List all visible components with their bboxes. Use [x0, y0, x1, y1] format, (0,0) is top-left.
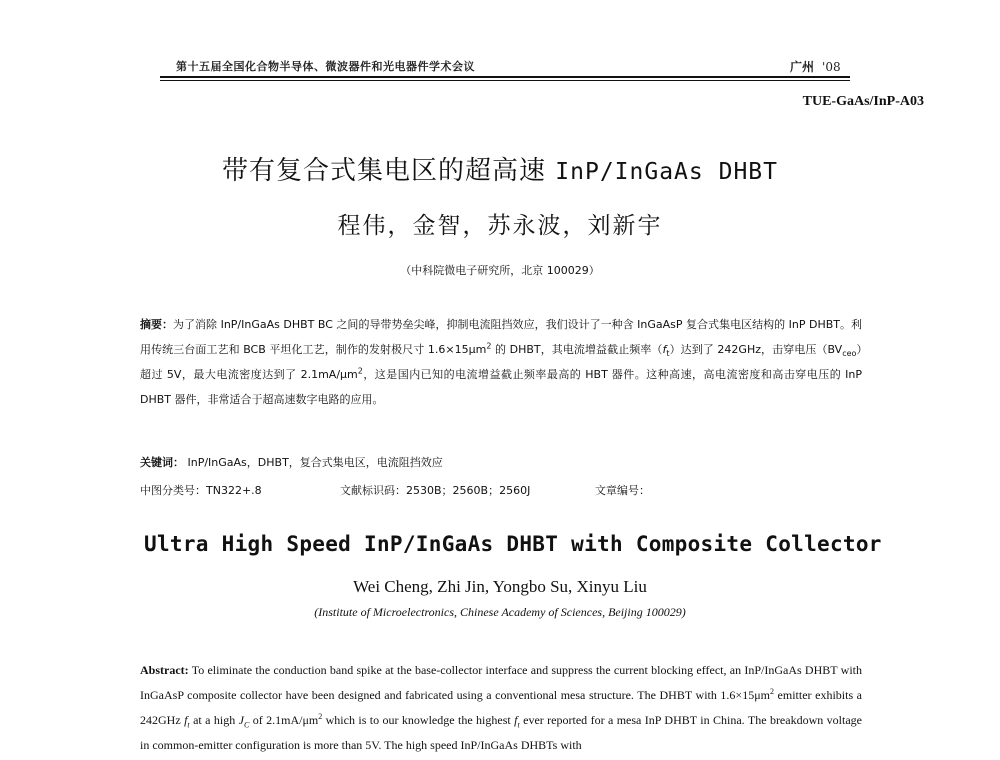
english-abstract-label: Abstract:: [140, 663, 189, 677]
subscript: t: [187, 720, 190, 730]
english-abstract: [140, 658, 862, 758]
chinese-authors: 程伟，金智，苏永波，刘新宇: [337, 213, 663, 239]
english-affiliation: (Institute of Microelectronics, Chinese Academy of Sciences, Beijing 100029): [314, 605, 686, 619]
english-abstract-part: at a high: [189, 713, 239, 727]
subscript: t: [666, 349, 670, 359]
english-abstract-part: ever reported for a mesa InP DHBT in China. The breakdown voltage in common-emitter configuration is more than 5V. The high speed InP/InGaAs DHBTs with: [140, 713, 862, 752]
superscript: 2: [769, 687, 774, 696]
header-rule-thin: [160, 80, 850, 81]
subscript: t: [517, 720, 520, 730]
symbol-ft: f: [662, 343, 667, 356]
chinese-abstract-part: ，这是国内已知的电流增益截止频率最高的 HBT 器件。这种高速，高电流密度和高击穿电压的 InP DHBT 器件，非常适合于超高速数字电路的应用。: [140, 368, 863, 406]
header-city: 广州: [790, 60, 815, 74]
running-header-conference: 第十五届全国化合物半导体、微波器件和光电器件学术会议: [176, 60, 475, 73]
keywords-label: 关键词：: [140, 456, 184, 469]
english-abstract-part: of 2.1mA/μm: [249, 713, 319, 727]
english-authors: Wei Cheng, Zhi Jin, Yongbo Su, Xinyu Liu: [353, 577, 647, 596]
superscript: 2: [486, 341, 492, 351]
english-title: Ultra High Speed InP/InGaAs DHBT with Composite Collector: [144, 532, 882, 556]
superscript: 2: [357, 366, 363, 376]
chinese-abstract: [140, 312, 862, 412]
chinese-title: [0, 150, 1000, 187]
chinese-abstract-part: 的 DHBT，其电流增益截止频率（: [491, 343, 663, 356]
english-abstract-part: To eliminate the conduction band spike at the base-collector interface and suppress the current blocking effect, an InP/InGaAs DHBT with InGaAsP composite collector have been designed and fabricated using a conventional mesa structure. The DHBT with 1.6×15μm: [140, 663, 862, 702]
class-number: 中图分类号：TN322+.8: [140, 484, 262, 497]
symbol-ft: f: [184, 713, 188, 727]
english-abstract-part: emitter exhibits a 242GHz: [140, 688, 863, 727]
header-year: '08: [822, 60, 841, 74]
chinese-title-text: 带有复合式集电区的超高速: [222, 156, 547, 186]
article-number: 文章编号：: [595, 484, 650, 497]
subscript: C: [243, 720, 250, 730]
chinese-keywords: [140, 454, 862, 470]
running-header-location: [790, 58, 841, 75]
chinese-abstract-part: ）达到了 242GHz，击穿电压（BV: [669, 343, 843, 356]
keywords-text: InP/InGaAs，DHBT，复合式集电区，电流阻挡效应: [187, 456, 443, 469]
symbol-jc: J: [238, 713, 244, 727]
symbol-ft: f: [514, 713, 518, 727]
chinese-abstract-part: 为了消除 InP/InGaAs DHBT BC 之间的导带势垒尖峰，抑制电流阻挡效应，我们设计了一种含 InGaAsP 复合式集电区结构的 InP DHBT。利用传统三台面工艺和 BCB 平坦化工艺，制作的发射极尺寸 1.6×15μm: [140, 318, 863, 356]
english-abstract-part: which is to our knowledge the highest: [322, 713, 515, 727]
classification-line: [140, 482, 862, 498]
subscript: ceo: [842, 349, 857, 359]
chinese-abstract-label: 摘要：: [140, 318, 174, 331]
header-rule-thick: [160, 76, 850, 78]
document-id-code: 文献标识码：2530B；2560B；2560J: [340, 484, 531, 497]
paper-code: TUE-GaAs/InP-A03: [802, 94, 924, 109]
chinese-affiliation: （中科院微电子研究所，北京 100029）: [400, 264, 600, 277]
chinese-abstract-part: ）超过 5V，最大电流密度达到了 2.1mA/μm: [140, 343, 863, 381]
superscript: 2: [318, 712, 323, 721]
chinese-title-latin: InP/InGaAs DHBT: [555, 159, 778, 185]
